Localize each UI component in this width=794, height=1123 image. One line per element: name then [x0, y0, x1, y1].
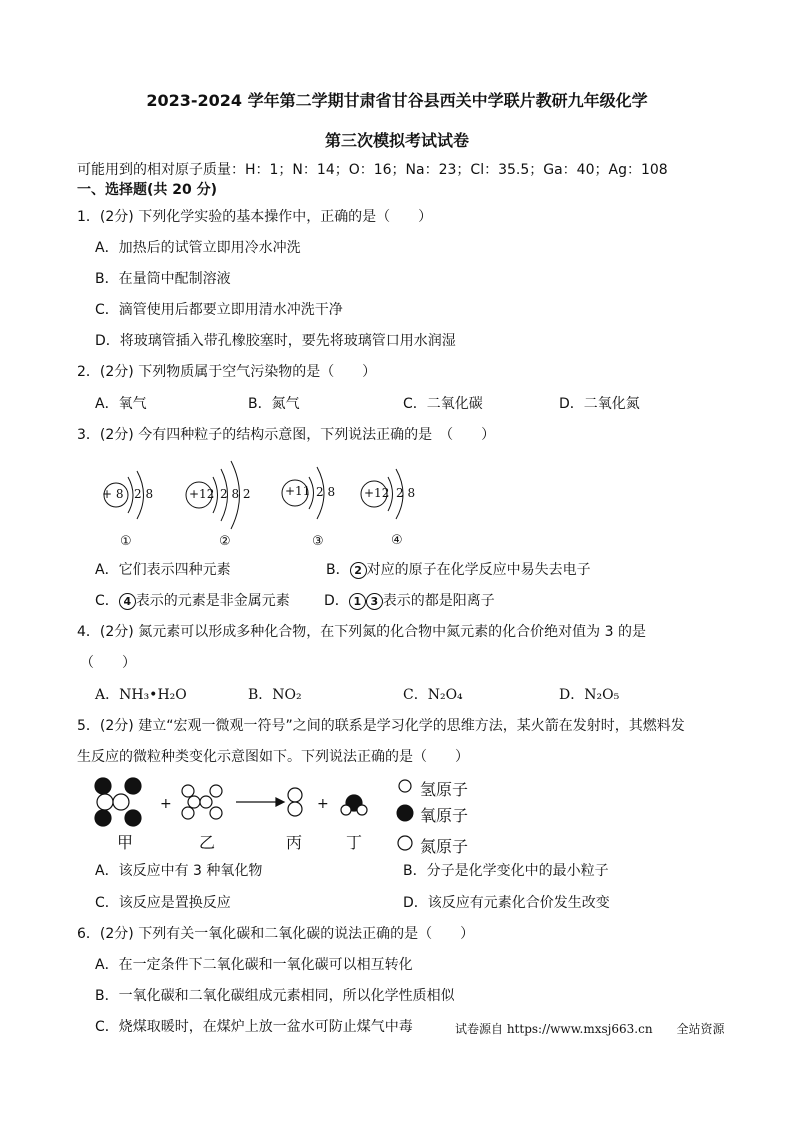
- watermark: 试卷源自 https://www.mxsj663.cn 全站资源: [455, 1022, 725, 1036]
- q4-option-a: A．NH₃•H₂O: [95, 687, 187, 703]
- section-heading: 一、选择题(共 20 分): [77, 182, 218, 198]
- q2-option-a: A．氧气: [95, 396, 147, 412]
- legend-hydrogen: 氢原子: [420, 780, 469, 799]
- q6-option-c: C．烧煤取暖时，在煤炉上放一盆水可防止煤气中毒: [95, 1019, 413, 1035]
- q4-option-c: C．N₂O₄: [403, 687, 463, 703]
- particle-4-shells: 2 8: [396, 486, 416, 500]
- molecule-ding: [341, 795, 367, 815]
- particle-2-label: ②: [219, 534, 231, 549]
- label-ding: 丁: [346, 833, 363, 852]
- molecule-jia: [95, 778, 141, 826]
- particle-2-shells: 2 8 2: [220, 487, 251, 501]
- particle-3-shells: 2 8: [316, 485, 336, 499]
- q1-option-a: A．加热后的试管立即用冷水冲洗: [95, 240, 301, 256]
- label-jia: 甲: [117, 833, 134, 852]
- circled-number-2: 2: [350, 562, 367, 579]
- atomic-masses-note: 可能用到的相对原子质量：H：1；N：14；O：16；Na：23；Cl：35.5；Ga：40；Ag：108: [77, 162, 668, 178]
- q3-option-a: A．它们表示四种元素: [95, 562, 231, 578]
- q6-option-a: A．在一定条件下二氧化碳和一氧化碳可以相互转化: [95, 957, 413, 973]
- nitrogen-marker: [398, 836, 412, 850]
- legend-markers: [395, 775, 419, 855]
- label-yi: 乙: [199, 833, 216, 852]
- question-4-paren: （ ）: [80, 655, 136, 671]
- hydrogen-marker: [399, 780, 411, 792]
- q2-option-c: C．二氧化碳: [403, 396, 483, 412]
- q4-option-d: D．N₂O₅: [559, 687, 620, 703]
- particle-1-shells: 2 8: [134, 487, 154, 501]
- question-3-stem: 3．(2分) 今有四种粒子的结构示意图，下列说法正确的是 （ ）: [77, 427, 496, 443]
- particle-4-nucleus: +12: [364, 486, 390, 500]
- molecule-bing: [288, 788, 302, 816]
- circled-number-4: 4: [119, 593, 136, 610]
- q1-option-b: B．在量筒中配制溶液: [95, 271, 231, 287]
- q3-option-b: B． 2 对应的原子在化学反应中易失去电子: [326, 562, 591, 578]
- circled-number-3: 3: [366, 593, 383, 610]
- particle-2-nucleus: +12: [189, 487, 215, 501]
- q5-option-a: A．该反应中有 3 种氧化物: [95, 863, 263, 879]
- q5-option-b: B．分子是化学变化中的最小粒子: [403, 863, 609, 879]
- legend-nitrogen: 氮原子: [420, 837, 469, 856]
- circled-number-1: 1: [349, 593, 366, 610]
- reaction-diagram: [90, 775, 390, 835]
- question-5-stem-line1: 5．(2分) 建立“宏观一微观一符号”之间的联系是学习化学的思维方法，某火箭在发射时，其燃料发: [77, 718, 685, 734]
- q2-option-d: D．二氧化氮: [559, 396, 640, 412]
- question-5-stem-line2: 生反应的微粒种类变化示意图如下。下列说法正确的是（ ）: [77, 749, 469, 765]
- question-2-stem: 2．(2分) 下列物质属于空气污染物的是（ ）: [77, 364, 377, 380]
- particle-1-nucleus: + 8: [102, 487, 124, 501]
- particle-3-label: ③: [312, 534, 324, 549]
- particle-1-label: ①: [120, 534, 132, 549]
- q2-option-b: B．氮气: [248, 396, 300, 412]
- page-title: 2023-2024 学年第二学期甘肃省甘谷县西关中学联片教研九年级化学: [146, 91, 648, 110]
- molecule-yi: [182, 785, 222, 819]
- q6-option-b: B．一氧化碳和二氧化碳组成元素相同，所以化学性质相似: [95, 988, 455, 1004]
- page-subtitle: 第三次模拟考试试卷: [324, 131, 469, 150]
- q5-option-c: C．该反应是置换反应: [95, 895, 231, 911]
- q4-option-b: B．NO₂: [248, 687, 302, 703]
- q3-option-d: D． 1 3 表示的都是阳离子: [324, 593, 495, 609]
- question-4-stem: 4．(2分) 氮元素可以形成多种化合物，在下列氮的化合物中氮元素的化合价绝对值为 3 的是: [77, 624, 646, 640]
- plus-sign-2: +: [317, 796, 329, 812]
- question-1-stem: 1．(2分) 下列化学实验的基本操作中，正确的是（ ）: [77, 209, 433, 225]
- q1-option-c: C．滴管使用后都要立即用清水冲洗干净: [95, 302, 343, 318]
- q3-option-c: C． 4 表示的元素是非金属元素: [95, 593, 290, 609]
- q1-option-d: D．将玻璃管插入带孔橡胶塞时，要先将玻璃管口用水润湿: [95, 333, 456, 349]
- particle-4-label: ④: [391, 533, 403, 548]
- question-6-stem: 6．(2分) 下列有关一氧化碳和二氧化碳的说法正确的是（ ）: [77, 926, 475, 942]
- label-bing: 丙: [286, 833, 303, 852]
- q5-option-d: D．该反应有元素化合价发生改变: [403, 895, 610, 911]
- plus-sign-1: +: [160, 796, 172, 812]
- particle-3-nucleus: +11: [285, 484, 311, 498]
- oxygen-marker: [397, 805, 413, 821]
- legend-oxygen: 氧原子: [420, 806, 469, 825]
